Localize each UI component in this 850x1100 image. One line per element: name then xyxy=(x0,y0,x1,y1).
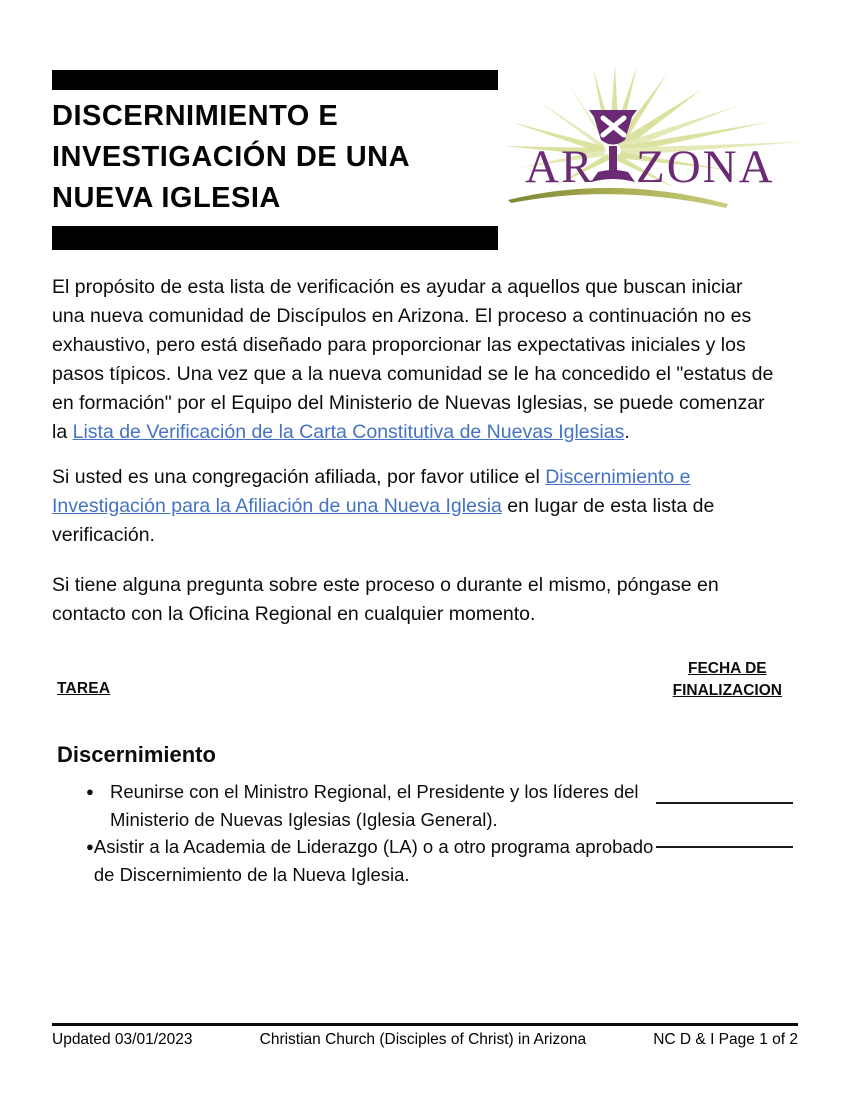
footer-updated-date: Updated 03/01/2023 xyxy=(52,1031,193,1048)
p1-line3: exhaustivo, pero está diseñado para proporcionar las expectativas iniciales y los xyxy=(52,334,746,356)
task2-line1: Asistir a la Academia de Liderazgo (LA) o a otro programa aprobado xyxy=(93,836,654,857)
p1-line6-pre: la xyxy=(52,421,73,443)
bullet-icon: ● xyxy=(86,839,94,854)
title-bottom-bar xyxy=(52,226,498,250)
p2-line3: verificación. xyxy=(52,524,155,546)
logo-text-ar: AR xyxy=(525,141,595,193)
p2-line1-pre: Si usted es una congregación afiliada, por favor utilice el xyxy=(52,466,546,488)
column-header-fecha-line2: FINALIZACION xyxy=(672,682,782,699)
section-heading-discernimiento: Discernimiento xyxy=(57,742,216,767)
p2-line2-post: en lugar de esta lista de xyxy=(501,495,715,517)
page-title-line-2: INVESTIGACIÓN DE UNA xyxy=(52,141,411,173)
p3-line1: Si tiene alguna pregunta sobre este proceso o durante el mismo, póngase en xyxy=(52,574,719,596)
title-top-bar xyxy=(52,70,498,90)
task-list xyxy=(86,778,654,888)
arizona-logo-graphic xyxy=(503,64,803,212)
p1-line4: pasos típicos. Una vez que a la nueva comunidad se le ha concedido el "estatus de xyxy=(52,363,774,385)
task-item-text xyxy=(110,778,639,833)
link-afiliacion[interactable]: Investigación para la Afiliación de una Nueva Iglesia xyxy=(52,495,502,517)
task1-line1: Reunirse con el Ministro Regional, el Presidente y los líderes del xyxy=(110,781,639,802)
logo-text-zona: ZONA xyxy=(636,141,775,193)
task2-line2: de Discernimiento de la Nueva Iglesia. xyxy=(93,863,410,885)
intro-paragraph-3 xyxy=(52,571,812,629)
column-header-fecha xyxy=(673,658,782,702)
link-afiliacion[interactable]: Discernimiento e xyxy=(545,466,691,488)
task-item-text xyxy=(94,833,653,888)
task-item xyxy=(86,778,646,833)
footer-divider xyxy=(52,1023,798,1026)
bullet-icon: ● xyxy=(86,784,94,799)
page-title-line-3: NUEVA IGLESIA xyxy=(52,182,281,214)
p1-line6-post: . xyxy=(624,421,630,443)
p1-line1: El propósito de esta lista de verificación es ayudar a aquellos que buscan iniciar xyxy=(52,276,743,298)
link-carta-constitutiva[interactable]: Lista de Verificación de la Carta Constitutiva de Nuevas Iglesias xyxy=(72,421,625,443)
intro-paragraph-2 xyxy=(52,463,812,550)
completion-date-blank-1 xyxy=(656,802,793,804)
footer-organization: Christian Church (Disciples of Christ) in Arizona xyxy=(259,1031,587,1048)
task1-line2: Ministerio de Nuevas Iglesias (Iglesia General). xyxy=(110,808,498,830)
page-title-line-1: DISCERNIMIENTO E xyxy=(52,100,339,132)
column-header-fecha-line1: FECHA DE xyxy=(687,660,767,677)
p1-line2: una nueva comunidad de Discípulos en Arizona. El proceso a continuación no es xyxy=(52,305,752,327)
column-header-tarea: TAREA xyxy=(57,680,111,697)
completion-date-blank-2 xyxy=(656,846,793,848)
footer-page-number: NC D & I Page 1 of 2 xyxy=(653,1031,798,1048)
intro-paragraph-1 xyxy=(52,273,812,447)
footer xyxy=(52,1031,798,1049)
page-title xyxy=(52,96,522,219)
task-item xyxy=(86,833,654,888)
arizona-logo xyxy=(503,64,803,212)
p1-line5: en formación" por el Equipo del Ministerio de Nuevas Iglesias, se puede comenzar xyxy=(52,392,765,414)
p3-line2: contacto con la Oficina Regional en cualquier momento. xyxy=(52,603,536,625)
